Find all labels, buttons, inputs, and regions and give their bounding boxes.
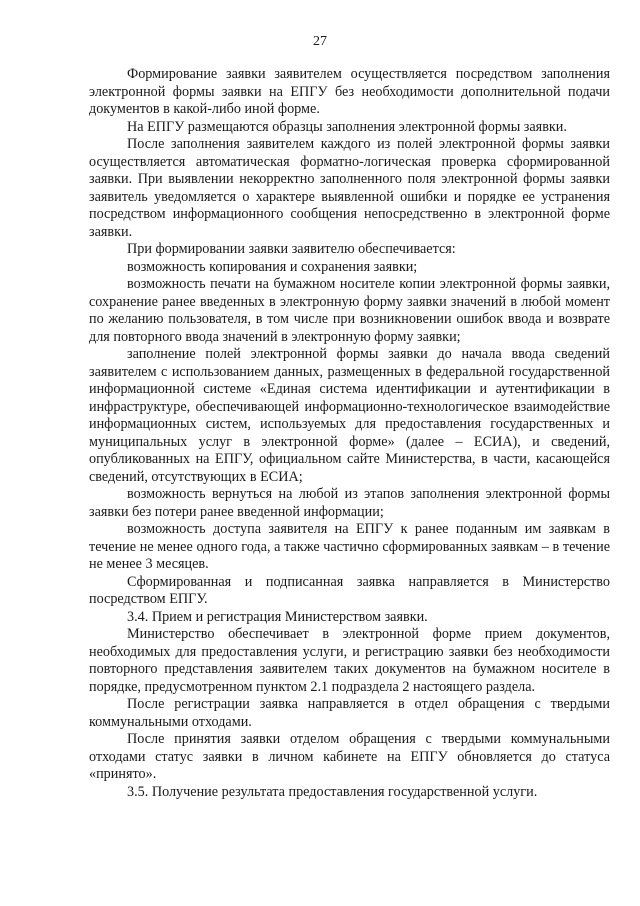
list-item: возможность печати на бумажном носителе копии электронной формы заявки, сохранение ранее введенных в электронную форму заявки значений в любой момент по желанию пользователя, в том числе при возникновении ошибок ввода и возврате для повторного ввода значений в электронную форму заявки; [89, 276, 610, 345]
list-item: возможность вернуться на любой из этапов заполнения электронной формы заявки без потери ранее введенной информации; [89, 486, 610, 520]
section-heading: 3.4. Прием и регистрация Министерством заявки. [127, 608, 428, 625]
list-item: возможность копирования и сохранения заявки; [127, 258, 418, 275]
page-number: 27 [313, 34, 327, 49]
paragraph: Министерство обеспечивает в электронной форме прием документов, необходимых для предоставления услуги, и регистрацию заявки без необходимости повторного представления заявителем таких документов на бумажном носителе в порядке, предусмотренном пунктом 2.1 подраздела 2 настоящего раздела. [89, 626, 610, 695]
list-item: возможность доступа заявителя на ЕПГУ к ранее поданным им заявкам в течение не менее одного года, а также частично сформированных заявкам – в течение не менее 3 месяцев. [89, 521, 610, 572]
document-body [89, 66, 610, 801]
list-item: заполнение полей электронной формы заявки до начала ввода сведений заявителем с использованием данных, размещенных в федеральной государственной информационной системе «Единая система идентификации и аутентификации в инфраструктуре, обеспечивающей информационно-технологическое взаимодействие информационных систем, используемых для предоставления государственных и муниципальных услуг в электронной форме» (далее – ЕСИА), и сведений, опубликованных на ЕПГУ, официальном сайте Министерства, в части, касающейся сведений, отсутствующих в ЕСИА; [89, 346, 610, 485]
paragraph: При формировании заявки заявителю обеспечивается: [127, 241, 456, 257]
paragraph: Сформированная и подписанная заявка направляется в Министерство посредством ЕПГУ. [89, 573, 610, 607]
paragraph: После заполнения заявителем каждого из полей электронной формы заявки осуществляется автоматическая форматно-логическая проверка сформированной заявки. При выявлении некорректно заполненного поля электронной формы заявки заявитель уведомляется о характере выявленной ошибки и порядке ее устранения посредством информационного сообщения непосредственно в электронной форме заявки. [89, 136, 610, 240]
paragraph: Формирование заявки заявителем осуществляется посредством заполнения электронной формы заявки на ЕПГУ без необходимости дополнительной подачи документов в какой-либо иной форме. [89, 66, 610, 117]
paragraph: После принятия заявки отделом обращения с твердыми коммунальными отходами статус заявки в личном кабинете на ЕПГУ обновляется до статуса «принято». [89, 731, 610, 782]
paragraph: После регистрации заявка направляется в отдел обращения с твердыми коммунальными отходами. [89, 696, 610, 730]
section-heading: 3.5. Получение результата предоставления государственной услуги. [127, 783, 538, 800]
paragraph: На ЕПГУ размещаются образцы заполнения электронной формы заявки. [127, 118, 567, 135]
